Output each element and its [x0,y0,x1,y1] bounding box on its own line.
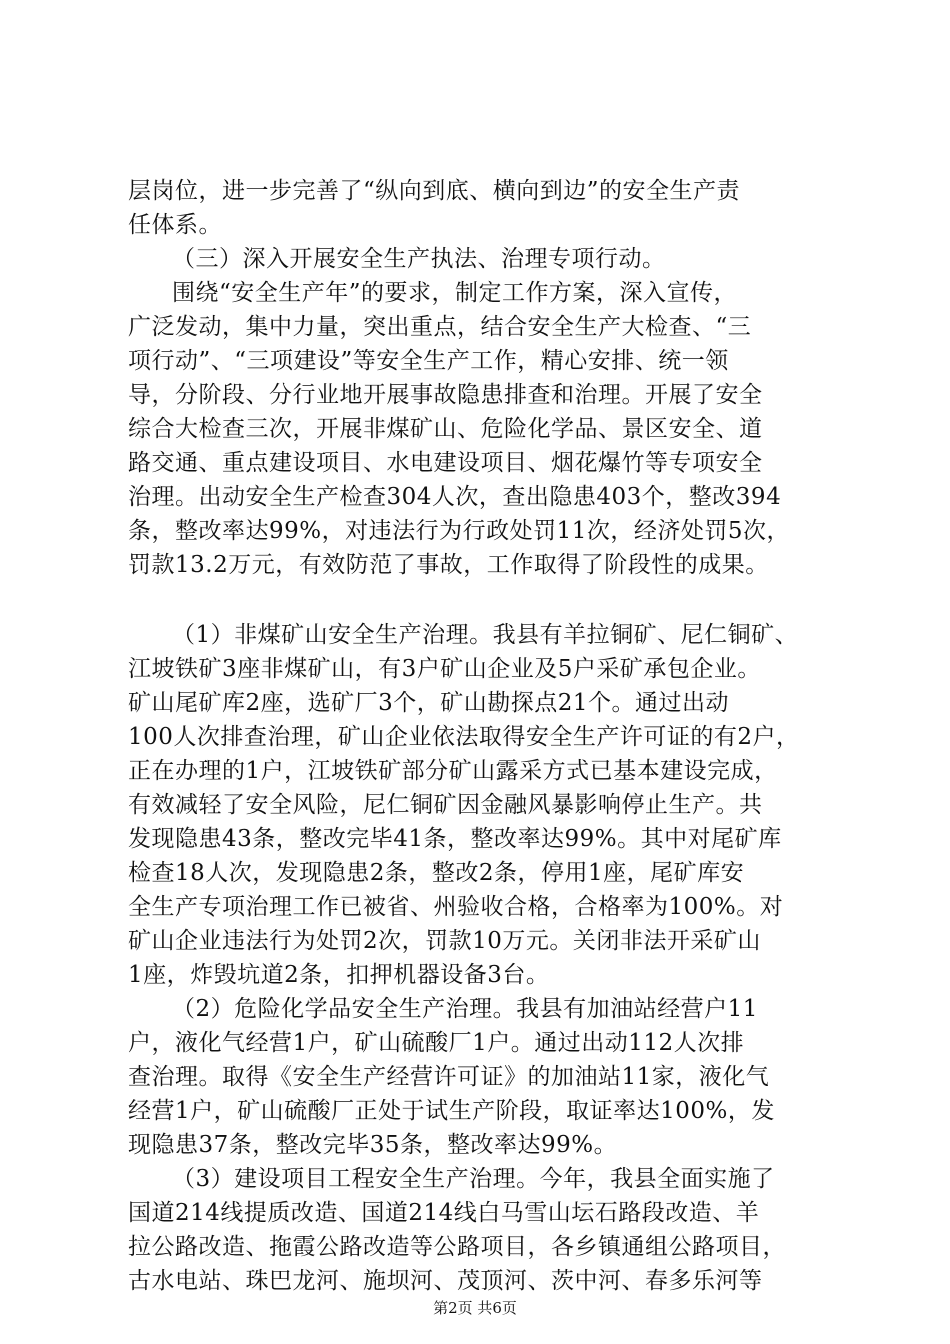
text-line: 罚款13.2万元，有效防范了事故，工作取得了阶段性的成果。 [128,552,769,578]
text-line: （1）非煤矿山安全生产治理。我县有羊拉铜矿、尼仁铜矿、 [172,622,799,648]
page-footer: 第2页 共6页 [433,1299,517,1317]
text-line: 正在办理的1户，江坡铁矿部分矿山露采方式已基本建设完成， [128,758,778,784]
text-line: 检查18人次，发现隐患2条，整改2条，停用1座，尾矿库安 [128,860,745,886]
text-line: 层岗位，进一步完善了“纵向到底、横向到边”的安全生产责 [128,178,741,204]
section-heading: （三）深入开展安全生产执法、治理专项行动。 [172,246,666,272]
text-line: 户，液化气经营1户，矿山硫酸厂1户。通过出动112人次排 [128,1030,745,1056]
text-line: 国道214线提质改造、国道214线白马雪山坛石路段改造、羊 [128,1200,760,1226]
text-line: 矿山企业违法行为处罚2次，罚款10万元。关闭非法开采矿山 [128,928,761,954]
text-line: 拉公路改造、拖霞公路改造等公路项目，各乡镇通组公路项目， [128,1234,786,1260]
text-line: 1座，炸毁坑道2条，扣押机器设备3台。 [128,962,550,988]
text-line: （2）危险化学品安全生产治理。我县有加油站经营户11 [172,996,758,1022]
text-line: 综合大检查三次，开展非煤矿山、危险化学品、景区安全、道 [128,416,763,442]
text-line: 围绕“安全生产年”的要求，制定工作方案，深入宣传， [172,280,738,306]
text-line: 广泛发动，集中力量，突出重点，结合安全生产大检查、“三 [128,314,752,340]
text-line: 全生产专项治理工作已被省、州验收合格，合格率为100%。对 [128,894,784,920]
text-line: （3）建设项目工程安全生产治理。今年，我县全面实施了 [172,1166,775,1192]
text-line: 100人次排查治理，矿山企业依法取得安全生产许可证的有2户， [128,724,800,750]
text-line: 导，分阶段、分行业地开展事故隐患排查和治理。开展了安全 [128,382,763,408]
text-line: 有效减轻了安全风险，尼仁铜矿因金融风暴影响停止生产。共 [128,792,763,818]
text-line: 任体系。 [128,212,222,238]
text-line: 矿山尾矿库2座，选矿厂3个，矿山勘探点21个。通过出动 [128,690,730,716]
text-line: 查治理。取得《安全生产经营许可证》的加油站11家，液化气 [128,1064,770,1090]
text-line: 发现隐患43条，整改完毕41条，整改率达99%。其中对尾矿库 [128,826,782,852]
text-line: 现隐患37条，整改完毕35条，整改率达99%。 [128,1132,618,1158]
text-line: 古水电站、珠巴龙河、施坝河、茂顶河、茨中河、春多乐河等 [128,1268,763,1294]
text-line: 经营1户，矿山硫酸厂正处于试生产阶段，取证率达100%，发 [128,1098,775,1124]
text-line: 项行动”、“三项建设”等安全生产工作，精心安排、统一领 [128,348,729,374]
text-line: 条，整改率达99%，对违法行为行政处罚11次，经济处罚5次， [128,518,791,544]
text-line: 江坡铁矿3座非煤矿山，有3户矿山企业及5户采矿承包企业。 [128,656,761,682]
text-line: 治理。出动安全生产检查304人次，查出隐患403个，整改394 [128,484,782,510]
text-line: 路交通、重点建设项目、水电建设项目、烟花爆竹等专项安全 [128,450,763,476]
